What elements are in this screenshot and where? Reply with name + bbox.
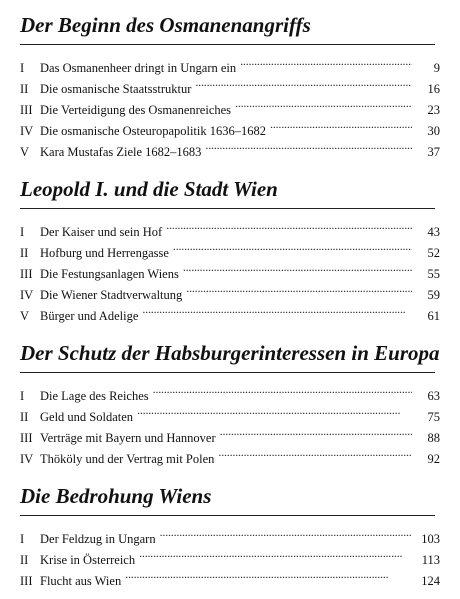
dot-leader	[220, 421, 412, 442]
section-divider	[20, 515, 435, 516]
section-divider	[20, 44, 435, 45]
toc-entry[interactable]	[20, 522, 440, 546]
dot-leader	[125, 564, 412, 585]
chapter-title: Verträge mit Bayern und Hannover	[40, 431, 216, 445]
chapter-number: II	[20, 246, 29, 260]
page-number: 88	[427, 431, 440, 445]
dot-leader	[270, 114, 412, 135]
page-number: 113	[421, 553, 440, 567]
toc-entry[interactable]	[20, 51, 440, 75]
dot-leader	[195, 72, 412, 93]
toc-section	[20, 170, 442, 323]
section-divider	[20, 208, 435, 209]
chapter-number: III	[20, 103, 33, 117]
chapter-title: Das Osmanenheer dringt in Ungarn ein	[40, 61, 237, 75]
entry-list	[20, 51, 442, 159]
entry-list	[20, 215, 442, 323]
chapter-number: I	[20, 225, 25, 239]
chapter-number: II	[20, 553, 29, 567]
toc-entry[interactable]	[20, 215, 440, 239]
section-divider	[20, 372, 435, 373]
chapter-title: Die Lage des Reiches	[40, 389, 149, 403]
dot-leader	[173, 236, 412, 257]
chapter-title: Die Festungsanlagen Wiens	[40, 267, 179, 281]
page-number: 63	[427, 389, 440, 403]
entry-list	[20, 379, 442, 466]
chapter-number: III	[20, 267, 33, 281]
page-number: 16	[427, 82, 440, 96]
chapter-title: Die osmanische Staatsstruktur	[40, 82, 192, 96]
chapter-number: IV	[20, 124, 34, 138]
page-number: 9	[433, 61, 440, 75]
dot-leader	[183, 257, 412, 278]
chapter-number: II	[20, 410, 29, 424]
dot-leader	[139, 543, 412, 564]
toc-section	[20, 334, 442, 466]
chapter-number: V	[20, 309, 30, 323]
page-number: 103	[421, 532, 440, 546]
chapter-number: III	[20, 431, 33, 445]
section-title: Der Schutz der Habsburgerinteressen in Europa	[20, 341, 440, 365]
chapter-number: I	[20, 532, 25, 546]
chapter-title: Kara Mustafas Ziele 1682–1683	[40, 145, 202, 159]
section-title: Die Bedrohung Wiens	[20, 484, 212, 508]
chapter-title: Die osmanische Osteuropapolitik 1636–1682	[40, 124, 267, 138]
page-number: 52	[427, 246, 440, 260]
chapter-number: I	[20, 389, 25, 403]
dot-leader	[235, 93, 412, 114]
dot-leader	[166, 215, 412, 236]
page-number: 43	[427, 225, 440, 239]
page-number: 59	[427, 288, 440, 302]
chapter-number: V	[20, 145, 30, 159]
page-number: 92	[427, 452, 440, 466]
chapter-title: Thököly und der Vertrag mit Polen	[40, 452, 215, 466]
dot-leader	[218, 442, 412, 463]
page-number: 23	[427, 103, 440, 117]
chapter-number: II	[20, 82, 29, 96]
chapter-title: Flucht aus Wien	[40, 574, 122, 588]
dot-leader	[142, 299, 412, 320]
toc-section	[20, 477, 442, 588]
toc-section	[20, 6, 442, 159]
dot-leader	[240, 51, 412, 72]
page-number: 30	[427, 124, 440, 138]
chapter-title: Krise in Österreich	[40, 553, 136, 567]
page-number: 55	[427, 267, 440, 281]
dot-leader	[137, 400, 412, 421]
chapter-title: Bürger und Adelige	[40, 309, 139, 323]
dot-leader	[153, 379, 412, 400]
chapter-title: Hofburg und Herrengasse	[40, 246, 169, 260]
page-number: 37	[427, 145, 440, 159]
section-title: Leopold I. und die Stadt Wien	[20, 177, 278, 201]
chapter-number: III	[20, 574, 33, 588]
chapter-number: IV	[20, 452, 34, 466]
section-title: Der Beginn des Osmanenangriffs	[20, 13, 311, 37]
page-number: 124	[421, 574, 440, 588]
chapter-number: I	[20, 61, 25, 75]
page-number: 75	[427, 410, 440, 424]
table-of-contents	[20, 6, 442, 588]
dot-leader	[160, 522, 412, 543]
chapter-title: Die Wiener Stadtverwaltung	[40, 288, 183, 302]
page-number: 61	[427, 309, 440, 323]
chapter-title: Der Feldzug in Ungarn	[40, 532, 156, 546]
dot-leader	[186, 278, 412, 299]
chapter-number: IV	[20, 288, 34, 302]
chapter-title: Geld und Soldaten	[40, 410, 134, 424]
dot-leader	[205, 135, 412, 156]
chapter-title: Die Verteidigung des Osmanenreiches	[40, 103, 232, 117]
toc-entry[interactable]	[20, 379, 440, 403]
chapter-title: Der Kaiser und sein Hof	[40, 225, 163, 239]
entry-list	[20, 522, 442, 588]
